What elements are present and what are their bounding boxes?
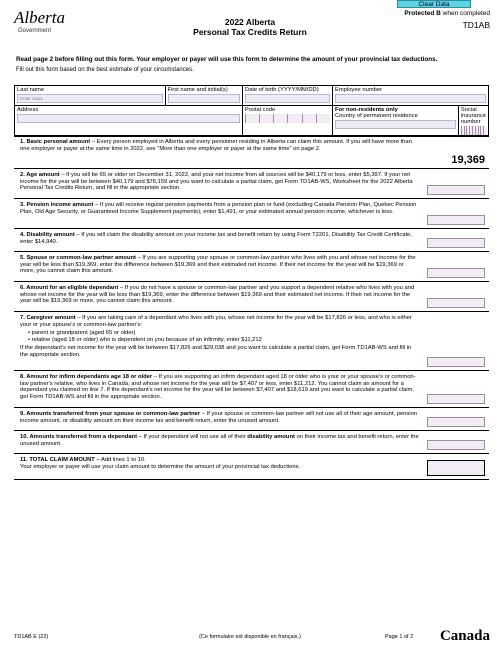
line-11-title: 11. TOTAL CLAIM AMOUNT [20,457,95,463]
footer-page-number: Page 1 of 2 [385,634,414,640]
line-2 [14,169,489,199]
line-2-text: – If you will be 65 or older on December 31, 2022, and your net income from all sources will be $40,179 or less, enter $5,397. If your net income for the year will be between $40,179 and $76,159 and you want to calculate a partial claim, get Form TD1AB-WS, Worksheet for the 2022 Alberta Personal Tax Credits Return, and fill in the appropriate section. [20,172,413,192]
claim-lines [14,135,489,480]
line-4 [14,229,489,252]
line-7 [14,312,489,371]
line-7-bullet: • relative (aged 18 or older) who is dependent on you because of an infirmity, enter $11,212 [28,337,419,344]
line-4-title: 4. Disability amount [20,232,75,238]
line-2-title: 2. Age amount [20,172,60,178]
line-7-bullet: • parent or grandparent (aged 65 or older) [28,330,419,337]
line-2-amount-input[interactable] [427,185,485,195]
clear-data-button[interactable]: Clear Data [397,0,471,8]
first-name-input[interactable] [168,94,240,103]
line-5 [14,252,489,282]
nonresident-sub: Country of permanent residence [335,113,418,119]
line-6 [14,282,489,312]
postal-code-input[interactable] [245,114,330,123]
line-8-text: – If you are supporting an infirm dependant aged 18 or older who is your or your spouse's or common-law partner's relative, who lives in Canada, and whose net income for the year will be $7,407 or less, enter $11,212. You cannot claim an amount for a dependant you claimed on line 7. If the dependant's net income for the year will be between $7,407 and $18,619 and you want to calculate a partial claim, get Form TD1AB-WS and fill in the appropriate section. [20,374,416,400]
address-input[interactable] [17,114,240,123]
line-6-amount-input[interactable] [427,298,485,308]
line-4-text: – If you will claim the disability amount on your income tax and benefit return by using Form T2201, Disability Tax Credit Certificate, enter $14,940. [20,232,412,245]
line-3-text: – If you will receive regular pension payments from a pension plan or fund (excluding Canada Pension Plan, Quebec Pension Plan, Old Age Security, or Guaranteed Income Supplement payments), enter $1,491, or your estimated annual pension income, whichever is less. [20,202,417,215]
postal-code-cell [242,106,332,137]
line-10-text: – If your dependant will not use all of their [137,434,248,440]
line-7-bullets [20,330,419,343]
title-name: Personal Tax Credits Return [193,27,307,37]
line-9-title: 9. Amounts transferred from your spouse or common-law partner [20,411,201,417]
line-6-title: 6. Amount for an eligible dependant [20,285,119,291]
line-10-title: 10. Amounts transferred from a dependant [20,434,138,440]
line-11-text2: Your employer or payer will use your claim amount to determine the amount of your provincial tax deductions. [20,463,301,470]
last-name-cell [15,86,166,106]
first-name-cell [165,86,242,106]
line-1 [14,136,489,169]
employee-number-cell [333,86,489,106]
protected-label [404,10,490,17]
line-3 [14,199,489,229]
line-8 [14,371,489,408]
line-6-text: – If you do not have a spouse or common-law partner and you support a dependent relative who lives with you and whose net income for the year will be less than $19,369, enter the difference between $19,369 and their estimated net income. If their net income for the year will be $19,369 or more, you cannot claim this amount. [20,285,415,305]
employee-number-input[interactable] [335,94,486,103]
instruction-main: Read page 2 before filling out this form. Your employer or payer will use this form to determine the amount of your provincial tax deductions. [16,56,438,63]
nonresident-title: For non-residents only [335,107,398,113]
line-5-title: 5. Spouse or common-law partner amount [20,255,136,261]
line-9-amount-input[interactable] [427,417,485,427]
line-10-bold: disability amount [247,434,295,440]
line-1-amount: 19,369 [451,154,485,166]
canada-wordmark: Canada [439,628,490,644]
total-claim-input[interactable] [427,460,485,476]
last-name-label: Last name [17,87,45,93]
employee-number-label: Employee number [335,87,383,93]
country-input[interactable] [335,120,456,129]
footer-form-code: TD1AB E (22) [14,634,49,640]
dob-cell [242,86,332,106]
line-9-text: – If your spouse or common-law partner will not use all of their age amount, pension income amount, or disability amount on their income tax and benefit return, enter the unused amount. [20,411,418,424]
line-1-text: – Every person employed in Alberta and every pensioner residing in Alberta can claim this amount. If you will have more than one employer or payer at the same time in 2022, see "More than one employer or payer at the same time" on page 2. [20,139,412,152]
address-cell [15,106,243,137]
form-code: TD1AB [462,20,490,30]
line-7-title: 7. Caregiver amount [20,315,76,321]
line-7-after: If the dependant's net income for the year will be between $17,826 and $29,038 and you want to calculate a partial claim, get Form TD1AB-WS and fill in the appropriate section. [20,345,412,358]
form-title [0,17,500,37]
line-11 [14,454,489,480]
sin-input[interactable] [461,126,486,135]
title-year: 2022 Alberta [224,17,276,27]
line-9 [14,408,489,431]
instruction-sub: Fill out this form based on the best estimate of your circumstances. [16,67,194,73]
line-8-amount-input[interactable] [427,394,485,404]
dob-input[interactable] [245,94,330,103]
line-10 [14,431,489,454]
dob-label: Date of birth (YYYY/MM/DD) [244,87,319,93]
first-name-label: First name and initial(s) [167,87,228,93]
line-4-amount-input[interactable] [427,238,485,248]
sin-cell [458,106,488,137]
line-8-title: 8. Amount for infirm dependants age 18 or older [20,374,153,380]
sin-label: Social insurance number [460,107,486,125]
identity-table [14,85,489,137]
address-label: Address [17,107,39,113]
postal-code-label: Postal code [244,107,276,113]
last-name-input[interactable]: Enter value [17,94,163,103]
line-10-amount-input[interactable] [427,440,485,450]
alberta-logo: Alberta [14,8,65,27]
nonresident-cell [333,106,459,137]
line-11-text: – Add lines 1 to 10. [94,457,146,463]
line-7-amount-input[interactable] [427,357,485,367]
line-7-text: – If you are taking care of a dependant who lives with you, whose net income for the year will be $17,826 or less, and who is either your or your spouse's or common-law partner's: [20,315,412,328]
line-3-title: 3. Pension income amount [20,202,94,208]
line-3-amount-input[interactable] [427,215,485,225]
line-5-text: – If you are supporting your spouse or common-law partner who lives with you and whose net income for the year will be less than $19,369, enter the difference between $19,369 and their estimated net income. If their net income for the year will be $19,369 or more, you cannot claim this amount. [20,255,416,275]
footer-french-note: (Ce formulaire est disponible en français.) [199,634,301,640]
line-5-amount-input[interactable] [427,268,485,278]
logo-subtitle: Government [18,28,52,34]
protected-rest: when completed [440,10,490,17]
line-10-text2: on their income tax and benefit return, enter the unused amount. [20,434,419,447]
protected-bold: Protected B [404,10,441,17]
line-1-title: 1. Basic personal amount [20,139,91,145]
